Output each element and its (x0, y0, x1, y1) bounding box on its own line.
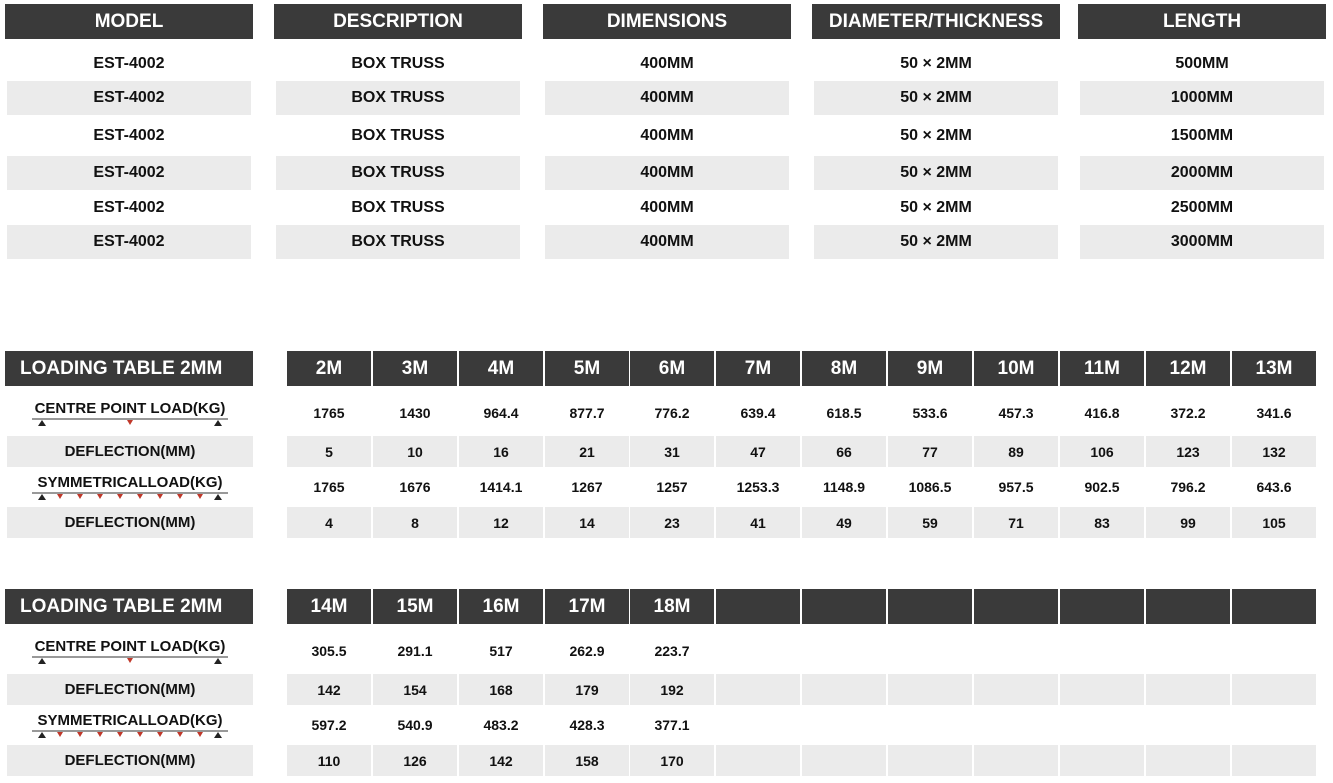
span-header: 5M (545, 351, 629, 386)
diameter-thickness-cell: 50 × 2MM (900, 55, 972, 72)
centre-point-load-value: 372.2 (1170, 405, 1206, 421)
deflection-value (1146, 674, 1230, 705)
deflection-value: 192 (630, 674, 714, 705)
loading-table-title: LOADING TABLE 2MM (5, 589, 253, 624)
span-header (1060, 589, 1144, 624)
centre-point-load-value (1146, 632, 1230, 670)
deflection-value: 14 (545, 507, 629, 538)
symmetrical-load-value (1146, 705, 1230, 745)
dimensions-header: DIMENSIONS (543, 4, 791, 39)
deflection-label: DEFLECTION(MM) (7, 507, 253, 538)
diameter-thickness-cell: 50 × 2MM (900, 199, 972, 216)
deflection-value: 66 (802, 436, 886, 467)
deflection-value: 179 (545, 674, 629, 705)
symmetrical-load-value: 902.5 (1084, 479, 1120, 495)
centre-point-load-value: 1765 (313, 405, 345, 421)
deflection-value: 4 (287, 507, 371, 538)
deflection-value (1232, 674, 1316, 705)
deflection-value: 105 (1232, 507, 1316, 538)
deflection-value (974, 745, 1058, 776)
span-header: 12M (1146, 351, 1230, 386)
deflection-value: 99 (1146, 507, 1230, 538)
deflection-value: 49 (802, 507, 886, 538)
span-header: 8M (802, 351, 886, 386)
symmetrical-load-label (7, 467, 253, 507)
deflection-value: 47 (716, 436, 800, 467)
deflection-value: 132 (1232, 436, 1316, 467)
deflection-value (888, 674, 972, 705)
description-header: DESCRIPTION (274, 4, 522, 39)
centre-point-load-label-text: CENTRE POINT LOAD(KG) (34, 400, 226, 417)
span-header (1232, 589, 1316, 624)
model-cell: EST-4002 (93, 127, 165, 144)
symmetrical-load-diagram-icon (30, 729, 230, 738)
deflection-label: DEFLECTION(MM) (7, 436, 253, 467)
deflection-value (802, 745, 886, 776)
centre-point-load-value: 877.7 (569, 405, 605, 421)
loading-table-title: LOADING TABLE 2MM (5, 351, 253, 386)
deflection-value: 5 (287, 436, 371, 467)
description-cell: BOX TRUSS (351, 199, 445, 216)
deflection-value: 170 (630, 745, 714, 776)
deflection-value: 106 (1060, 436, 1144, 467)
centre-point-load-value (1232, 632, 1316, 670)
deflection-value (716, 674, 800, 705)
span-header: 18M (630, 589, 714, 624)
deflection-value (1232, 745, 1316, 776)
deflection-value: 123 (1146, 436, 1230, 467)
deflection-value: 16 (459, 436, 543, 467)
centre-point-load-value (716, 632, 800, 670)
symmetrical-load-value: 1257 (656, 479, 688, 495)
symmetrical-load-value: 1765 (313, 479, 345, 495)
symmetrical-load-value: 1253.3 (736, 479, 780, 495)
dimensions-cell: 400MM (545, 81, 789, 115)
model-cell: EST-4002 (7, 81, 251, 115)
centre-point-load-value: 533.6 (912, 405, 948, 421)
span-header (888, 589, 972, 624)
deflection-value (716, 745, 800, 776)
deflection-value (1146, 745, 1230, 776)
deflection-value: 10 (373, 436, 457, 467)
span-header: 2M (287, 351, 371, 386)
symmetrical-load-label (7, 705, 253, 745)
description-cell: BOX TRUSS (276, 225, 520, 259)
deflection-value: 126 (373, 745, 457, 776)
symmetrical-load-value: 428.3 (569, 717, 605, 733)
length-cell: 2500MM (1170, 199, 1234, 216)
span-header: 13M (1232, 351, 1316, 386)
model-cell: EST-4002 (7, 225, 251, 259)
span-header: 17M (545, 589, 629, 624)
centre-point-load-value: 776.2 (654, 405, 690, 421)
description-cell: BOX TRUSS (276, 81, 520, 115)
centre-point-load-value: 1430 (399, 405, 431, 421)
symmetrical-load-value: 1414.1 (479, 479, 523, 495)
deflection-value: 142 (287, 674, 371, 705)
length-header: LENGTH (1078, 4, 1326, 39)
centre-point-load-value (1060, 632, 1144, 670)
centre-point-load-value: 457.3 (998, 405, 1034, 421)
length-cell: 1000MM (1080, 81, 1324, 115)
model-cell: EST-4002 (7, 156, 251, 190)
centre-point-load-value: 964.4 (483, 405, 519, 421)
description-cell: BOX TRUSS (351, 55, 445, 72)
centre-point-load-value (974, 632, 1058, 670)
symmetrical-load-value: 1267 (571, 479, 603, 495)
centre-point-load-label (7, 632, 253, 670)
diameter-thickness-cell: 50 × 2MM (814, 225, 1058, 259)
symmetrical-load-value: 1086.5 (908, 479, 952, 495)
centre-point-load-value: 262.9 (569, 643, 605, 659)
symmetrical-load-value: 1148.9 (822, 479, 866, 495)
span-header: 9M (888, 351, 972, 386)
deflection-value (1060, 745, 1144, 776)
diameter-thickness-cell: 50 × 2MM (900, 127, 972, 144)
span-header: 10M (974, 351, 1058, 386)
deflection-value (802, 674, 886, 705)
span-header: 15M (373, 589, 457, 624)
description-cell: BOX TRUSS (276, 156, 520, 190)
symmetrical-load-value: 483.2 (483, 717, 519, 733)
model-cell: EST-4002 (93, 55, 165, 72)
deflection-value: 71 (974, 507, 1058, 538)
symmetrical-load-label-text: SYMMETRICALLOAD(KG) (37, 474, 223, 491)
dimensions-cell: 400MM (640, 55, 694, 72)
symmetrical-load-value (1232, 705, 1316, 745)
diameter-thickness-cell: 50 × 2MM (814, 156, 1058, 190)
centre-point-load-diagram-icon (30, 655, 230, 664)
centre-point-load-value: 416.8 (1084, 405, 1120, 421)
span-header: 3M (373, 351, 457, 386)
symmetrical-load-value: 540.9 (397, 717, 433, 733)
dimensions-cell: 400MM (545, 225, 789, 259)
deflection-value: 8 (373, 507, 457, 538)
centre-point-load-value: 341.6 (1256, 405, 1292, 421)
deflection-value: 59 (888, 507, 972, 538)
centre-point-load-label (7, 394, 253, 432)
length-cell: 500MM (1175, 55, 1229, 72)
deflection-label: DEFLECTION(MM) (7, 745, 253, 776)
deflection-value: 154 (373, 674, 457, 705)
deflection-value: 168 (459, 674, 543, 705)
deflection-value: 89 (974, 436, 1058, 467)
centre-point-load-value (802, 632, 886, 670)
deflection-value (974, 674, 1058, 705)
centre-point-load-label-text: CENTRE POINT LOAD(KG) (34, 638, 226, 655)
symmetrical-load-label-text: SYMMETRICALLOAD(KG) (37, 712, 223, 729)
centre-point-load-value: 291.1 (397, 643, 433, 659)
span-header (1146, 589, 1230, 624)
model-header: MODEL (5, 4, 253, 39)
centre-point-load-value (888, 632, 972, 670)
length-cell: 2000MM (1080, 156, 1324, 190)
symmetrical-load-value (802, 705, 886, 745)
deflection-label: DEFLECTION(MM) (7, 674, 253, 705)
description-cell: BOX TRUSS (351, 127, 445, 144)
deflection-value: 12 (459, 507, 543, 538)
symmetrical-load-diagram-icon (30, 491, 230, 500)
deflection-value: 83 (1060, 507, 1144, 538)
symmetrical-load-value: 597.2 (311, 717, 347, 733)
dimensions-cell: 400MM (545, 156, 789, 190)
dimensions-cell: 400MM (640, 127, 694, 144)
deflection-value: 23 (630, 507, 714, 538)
length-cell: 1500MM (1170, 127, 1234, 144)
diameter-thickness-header: DIAMETER/THICKNESS (812, 4, 1060, 39)
deflection-value: 158 (545, 745, 629, 776)
deflection-value (1060, 674, 1144, 705)
symmetrical-load-value: 796.2 (1170, 479, 1206, 495)
length-cell: 3000MM (1080, 225, 1324, 259)
span-header: 7M (716, 351, 800, 386)
symmetrical-load-value: 1676 (399, 479, 431, 495)
deflection-value: 21 (545, 436, 629, 467)
symmetrical-load-value (974, 705, 1058, 745)
symmetrical-load-value (888, 705, 972, 745)
deflection-value: 31 (630, 436, 714, 467)
span-header (974, 589, 1058, 624)
span-header (802, 589, 886, 624)
deflection-value (888, 745, 972, 776)
centre-point-load-value: 639.4 (740, 405, 776, 421)
deflection-value: 41 (716, 507, 800, 538)
centre-point-load-value: 305.5 (311, 643, 347, 659)
symmetrical-load-value (716, 705, 800, 745)
span-header (716, 589, 800, 624)
deflection-value: 110 (287, 745, 371, 776)
span-header: 16M (459, 589, 543, 624)
symmetrical-load-value (1060, 705, 1144, 745)
span-header: 11M (1060, 351, 1144, 386)
symmetrical-load-value: 643.6 (1256, 479, 1292, 495)
dimensions-cell: 400MM (640, 199, 694, 216)
span-header: 6M (630, 351, 714, 386)
model-cell: EST-4002 (93, 199, 165, 216)
span-header: 14M (287, 589, 371, 624)
centre-point-load-value: 223.7 (654, 643, 690, 659)
centre-point-load-diagram-icon (30, 417, 230, 426)
span-header: 4M (459, 351, 543, 386)
diameter-thickness-cell: 50 × 2MM (814, 81, 1058, 115)
deflection-value: 142 (459, 745, 543, 776)
deflection-value: 77 (888, 436, 972, 467)
symmetrical-load-value: 957.5 (998, 479, 1034, 495)
centre-point-load-value: 618.5 (826, 405, 862, 421)
centre-point-load-value: 517 (489, 643, 513, 659)
symmetrical-load-value: 377.1 (654, 717, 690, 733)
